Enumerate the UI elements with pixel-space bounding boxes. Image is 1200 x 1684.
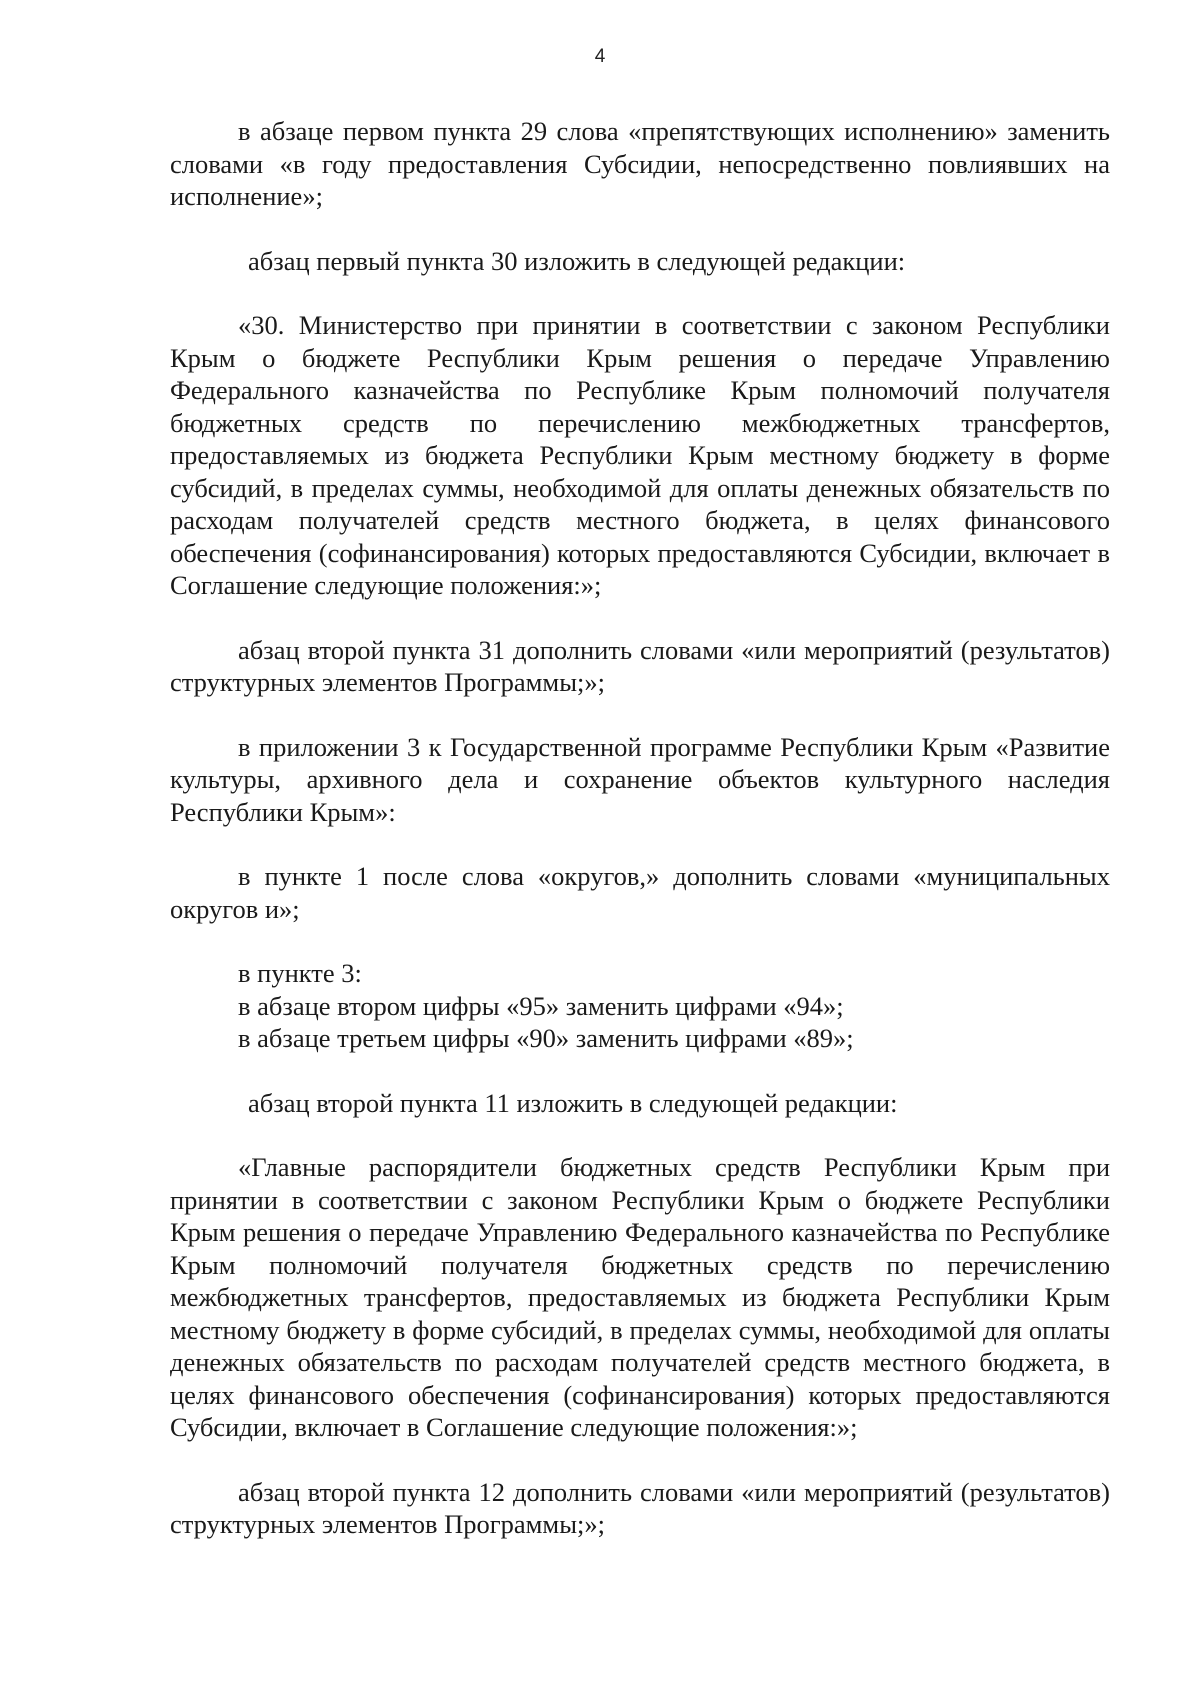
paragraph-amend-item-29: в абзаце первом пункта 29 слова «препятствующих исполнению» заменить словами «в году предоставления Субсидии, непосредственно повлиявших на исполнение»; xyxy=(170,116,1110,211)
paragraph-amend-item-1: в пункте 1 после слова «округов,» дополнить словами «муниципальных округов и»; xyxy=(170,861,1110,924)
paragraph-amend-item-31: абзац второй пункта 31 дополнить словами «или мероприятий (результатов) структурных элементов Программы;»; xyxy=(170,634,1110,697)
paragraph-appendix-3: в приложении 3 к Государственной программе Республики Крым «Развитие культуры, архивного дела и сохранение объектов культурного наследия Республики Крым»: xyxy=(170,731,1110,827)
paragraph-item-3-second: в абзаце втором цифры «95» заменить цифрами «94»; xyxy=(238,990,844,1021)
paragraph-item-11-text: «Главные распорядители бюджетных средств Республики Крым при принятии в соответствии с законом Республики Крым о бюджете Республики Крым решения о передаче Управлению Федерального казначейства по Республике Крым полномочий получателя бюджетных средств по перечислению межбюджетных трансфертов, предоставляемых из бюджета Республики Крым местному бюджету в форме субсидий, в пределах суммы, необходимой для оплаты денежных обязательств по расходам получателей средств местного бюджета, в целях финансового обеспечения (софинансирования) которых предоставляются Субсидии, включает в Соглашение следующие положения:»; xyxy=(170,1152,1110,1442)
paragraph-item-30-header: абзац первый пункта 30 изложить в следующей редакции: xyxy=(248,245,906,276)
paragraph-item-11-header: абзац второй пункта 11 изложить в следующей редакции: xyxy=(248,1087,898,1118)
paragraph-amend-item-12: абзац второй пункта 12 дополнить словами «или мероприятий (результатов) структурных элементов Программы;»; xyxy=(170,1476,1110,1539)
paragraph-item-3-intro: в пункте 3: xyxy=(238,958,362,988)
paragraph-item-30-text: «30. Министерство при принятии в соответствии с законом Республики Крым о бюджете Республики Крым решения о передаче Управлению Федерального казначейства по Республике Крым полномочий получателя бюджетных средств по перечислению межбюджетных трансфертов, предоставляемых из бюджета Республики Крым местному бюджету в форме субсидий, в пределах суммы, необходимой для оплаты денежных обязательств по расходам получателей средств местного бюджета, в целях финансового обеспечения (софинансирования) которых предоставляются Субсидии, включает в Соглашение следующие положения:»; xyxy=(170,310,1110,600)
paragraph-item-3-third: в абзаце третьем цифры «90» заменить цифрами «89»; xyxy=(238,1023,854,1053)
document-body xyxy=(170,115,1110,1573)
page-number: 4 xyxy=(594,46,606,67)
